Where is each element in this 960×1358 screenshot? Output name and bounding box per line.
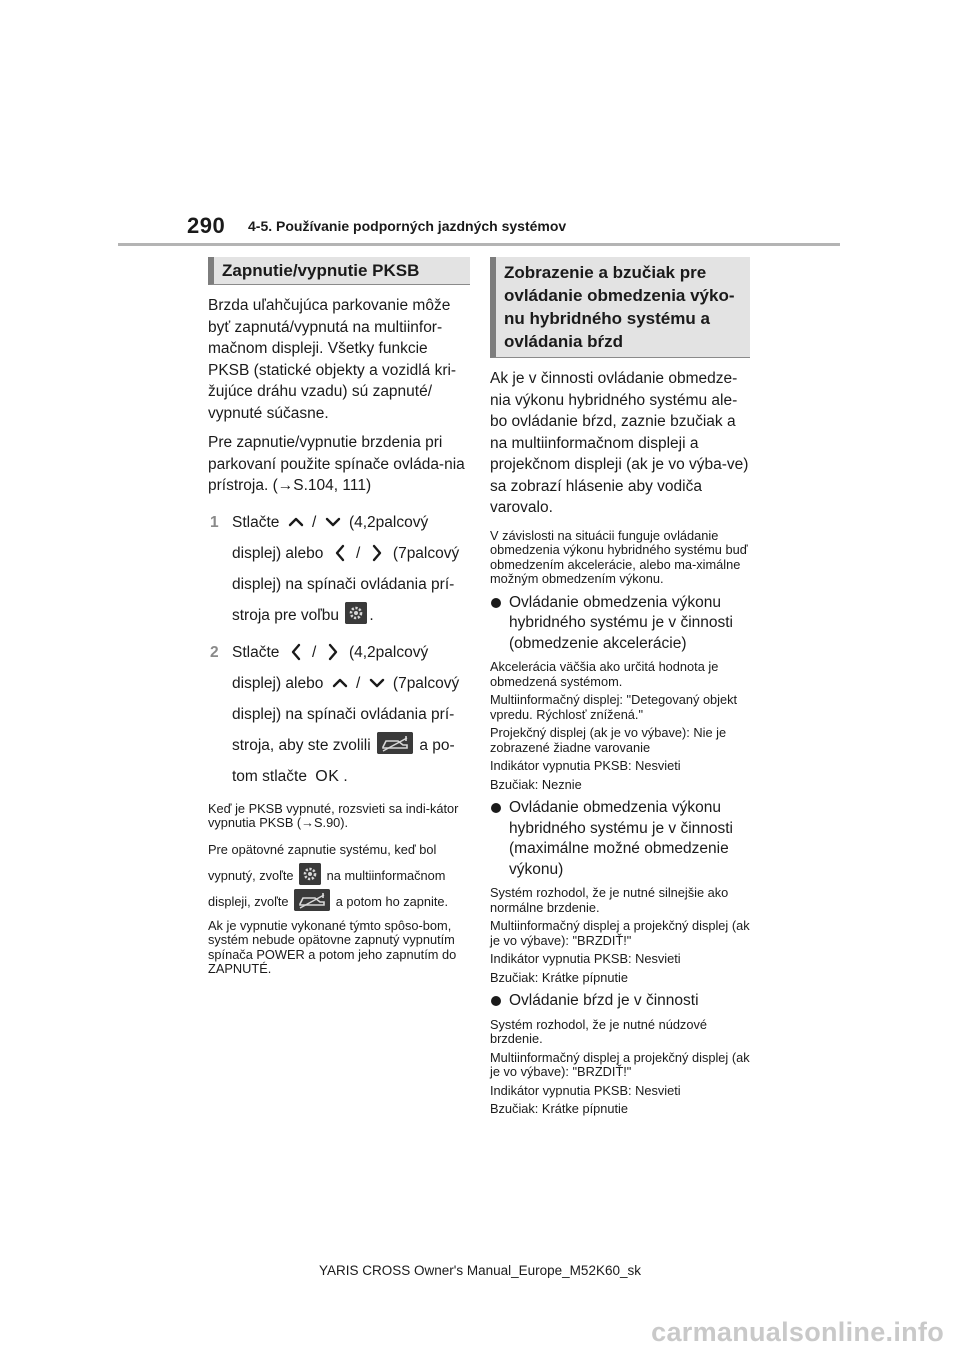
display-buzzer-paragraph: Ak je v činnosti ovládanie obmedze-nia výkonu hybridného systému ale-bo ovládanie bŕzd, zaznie bzučiak a na multiinformačnom displeji a projekčnom displeji (ak je vo výba-ve) sa zobrazí hlásenie aby vodiča varovalo. xyxy=(490,370,749,516)
pksb-car-icon xyxy=(377,732,413,754)
note-pksb-off: Keď je PKSB vypnuté, rozsvieti sa indi-kátor vypnutia PKSB (→S.90). xyxy=(208,800,459,830)
page-footer: YARIS CROSS Owner's Manual_Europe_M52K60_sk xyxy=(319,1263,641,1278)
section-heading-display-buzzer: Zobrazenie a bzučiak pre ovládanie obmedzenia výko-nu hybridného systému a ovládania bŕzd xyxy=(490,257,750,358)
step-text: stroja pre voľbu xyxy=(232,606,340,624)
step-text: displej) alebo xyxy=(232,674,324,692)
note-text: vypnutý, zvoľte xyxy=(208,867,294,883)
detail-line: Bzučiak: Krátke pípnutie xyxy=(490,1101,628,1116)
detail-line: Multiinformačný displej a projekčný displej (ak je vo výbave): "BRZDIŤ!" xyxy=(490,1049,750,1079)
note-text: displeji, zvoľte xyxy=(208,893,289,909)
detail-line: Systém rozhodol, že je nutné silnejšie ako normálne brzdenie. xyxy=(490,885,729,915)
left-column xyxy=(208,257,470,977)
step-number: 1 xyxy=(210,513,219,531)
bullet-text: Ovládanie bŕzd je v činnosti xyxy=(509,992,699,1009)
detail-line: Bzučiak: Neznie xyxy=(490,776,582,792)
detail-line: Indikátor vypnutia PKSB: Nesvieti xyxy=(490,951,681,966)
note-control-mode: V závislosti na situácii funguje ovládanie obmedzenia výkonu hybridného systému buď obmedzením akcelerácie, alebo ma-ximálne možným obmedzením výkonu. xyxy=(490,527,748,586)
page-number: 290 xyxy=(187,213,226,238)
chevron-right-icon xyxy=(324,643,342,661)
step-1 xyxy=(208,507,470,631)
bullet-dot-icon xyxy=(491,996,501,1006)
header-divider xyxy=(118,243,840,246)
step-text: / xyxy=(312,513,317,531)
step-text: . xyxy=(369,606,374,624)
chevron-down-icon xyxy=(368,674,386,692)
step-text: tom stlačte xyxy=(232,767,307,785)
step-text: displej) alebo xyxy=(232,544,324,562)
step-text: / xyxy=(355,544,361,562)
detail-line: Multiinformačný displej: "Detegovaný objekt vpredu. Rýchlosť znížená." xyxy=(490,692,738,722)
bullet-accel-limit xyxy=(490,593,750,655)
step-text: (4,2palcový xyxy=(348,513,429,531)
step-text: (7palcový xyxy=(392,674,460,692)
bullet-dot-icon xyxy=(491,598,501,608)
step-text: (4,2palcový xyxy=(348,643,429,661)
bullet-text: Ovládanie obmedzenia výkonu hybridného systému je v činnosti (maximálne možné obmedzenie výkonu) xyxy=(509,799,734,878)
step-text: (7palcový xyxy=(392,544,460,562)
pksb-switch-paragraph: Pre zapnutie/vypnutie brzdenia pri parkovaní použite spínače ovláda-nia prístroja. (→S.104, 111) xyxy=(208,434,465,494)
step-text: displej) na spínači ovládania prí- xyxy=(232,575,455,593)
step-text: Stlačte xyxy=(232,513,280,531)
bullet-max-limit xyxy=(490,798,750,880)
step-text: Stlačte xyxy=(232,643,280,661)
note-text: a potom ho zapnite. xyxy=(335,893,449,909)
pksb-car-icon xyxy=(294,889,330,911)
right-column xyxy=(490,257,750,1117)
ok-button-icon: OK xyxy=(315,767,340,785)
bullet-brake-control xyxy=(490,991,750,1012)
detail-line: Indikátor vypnutia PKSB: Nesvieti xyxy=(490,1082,681,1098)
watermark-logo: carmanualsonline.info xyxy=(651,1317,944,1347)
step-text: / xyxy=(355,674,361,692)
chevron-left-icon xyxy=(331,544,349,562)
bullet-text: Ovládanie obmedzenia výkonu hybridného systému je v činnosti (obmedzenie akcelerácie) xyxy=(509,593,734,652)
detail-line: Systém rozhodol, že je nutné núdzové brzdenie. xyxy=(490,1016,707,1046)
chevron-right-icon xyxy=(368,544,386,562)
step-number: 2 xyxy=(210,643,219,661)
step-text: stroja, aby ste zvolili xyxy=(232,736,371,754)
detail-line: Projekčný displej (ak je vo výbave): Nie je zobrazené žiadne varovanie xyxy=(490,725,727,755)
detail-line: Indikátor vypnutia PKSB: Nesvieti xyxy=(490,758,681,773)
step-text: displej) na spínači ovládania prí- xyxy=(232,705,455,723)
note-power-switch: Ak je vypnutie vykonané týmto spôso-bom, systém nebude opätovne zapnutý vypnutím spínača POWER a potom jeho zapnutím do ZAPNUTÉ. xyxy=(208,917,457,976)
detail-line: Multiinformačný displej a projekčný displej (ak je vo výbave): "BRZDIŤ!" xyxy=(490,918,750,948)
chevron-left-icon xyxy=(287,643,305,661)
note-text: na multiinformačnom xyxy=(326,867,446,883)
pksb-intro-paragraph: Brzda uľahčujúca parkovanie môže byť zapnutá/vypnutá na multiinfor-mačnom displeji. Všetky funkcie PKSB (statické objekty a vozidlá kri-žujúce dráhu vzadu) sú zapnuté/ vypnuté súčasne. xyxy=(208,297,457,422)
step-text: . xyxy=(343,767,348,785)
settings-gear-icon xyxy=(345,602,367,624)
chevron-up-icon xyxy=(287,513,305,531)
bullet-dot-icon xyxy=(491,803,501,813)
chapter-title: 4-5. Používanie podporných jazdných systémov xyxy=(248,218,567,234)
step-text: a po- xyxy=(419,736,455,754)
chevron-down-icon xyxy=(324,513,342,531)
settings-gear-icon xyxy=(299,863,321,885)
detail-line: Bzučiak: Krátke pípnutie xyxy=(490,969,628,985)
note-text: Pre opätovné zapnutie systému, keď bol xyxy=(208,841,437,857)
step-2 xyxy=(208,637,470,792)
note-reenable xyxy=(208,837,470,915)
section-heading-pksb: Zapnutie/vypnutie PKSB xyxy=(208,257,470,285)
detail-line: Akcelerácia väčšia ako určitá hodnota je obmedzená systémom. xyxy=(490,659,719,689)
chevron-up-icon xyxy=(331,674,349,692)
step-text: / xyxy=(312,643,317,661)
